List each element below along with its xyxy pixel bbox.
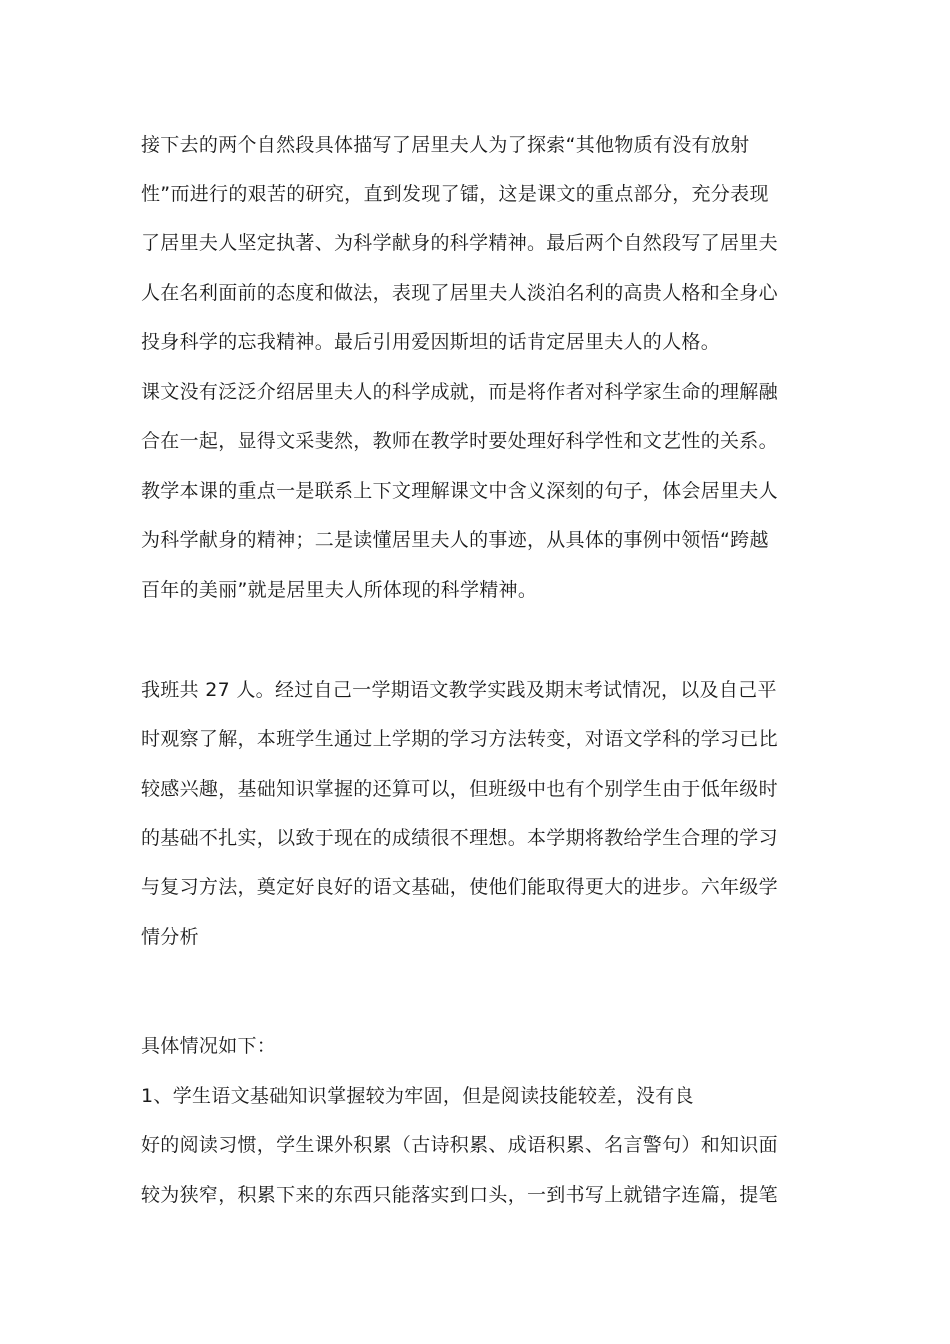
text-line: 具体情况如下： [141,1035,277,1057]
text-line: 人在名利面前的态度和做法，表现了居里夫人淡泊名利的高贵人格和全身心 [141,282,778,304]
text-line: 1、学生语文基础知识掌握较为牢固，但是阅读技能较差，没有良 [141,1085,694,1107]
text-line: 我班共 27 人。经过自己一学期语文教学实践及期末考试情况，以及自己平 [141,679,777,701]
text-line: 性”而进行的艰苦的研究，直到发现了镭，这是课文的重点部分，充分表现 [141,183,769,205]
text-line: 为科学献身的精神；二是读懂居里夫人的事迹，从具体的事例中领悟“跨越 [141,529,769,551]
text-line: 合在一起，显得文采斐然，教师在教学时要处理好科学性和文艺性的关系。 [141,430,778,452]
text-line: 时观察了解，本班学生通过上学期的学习方法转变，对语文学科的学习已比 [141,728,778,750]
text-line: 情分析 [141,926,199,948]
text-line: 百年的美丽”就是居里夫人所体现的科学精神。 [141,579,538,601]
text-line: 接下去的两个自然段具体描写了居里夫人为了探索“其他物质有没有放射 [141,134,750,156]
text-line: 课文没有泛泛介绍居里夫人的科学成就，而是将作者对科学家生命的理解融 [141,381,778,403]
text-line: 较为狭窄，积累下来的东西只能落实到口头，一到书写上就错字连篇，提笔 [141,1184,778,1206]
text-line: 投身科学的忘我精神。最后引用爱因斯坦的话肯定居里夫人的人格。 [141,331,721,353]
text-line: 好的阅读习惯，学生课外积累（古诗积累、成语积累、名言警句）和知识面 [141,1134,778,1156]
text-line: 的基础不扎实，以致于现在的成绩很不理想。本学期将教给学生合理的学习 [141,827,778,849]
text-line: 了居里夫人坚定执著、为科学献身的科学精神。最后两个自然段写了居里夫 [141,232,778,254]
text-line: 较感兴趣，基础知识掌握的还算可以，但班级中也有个别学生由于低年级时 [141,778,778,800]
text-line: 与复习方法，奠定好良好的语文基础，使他们能取得更大的进步。六年级学 [141,876,778,898]
text-line: 教学本课的重点一是联系上下文理解课文中含义深刻的句子，体会居里夫人 [141,480,778,502]
